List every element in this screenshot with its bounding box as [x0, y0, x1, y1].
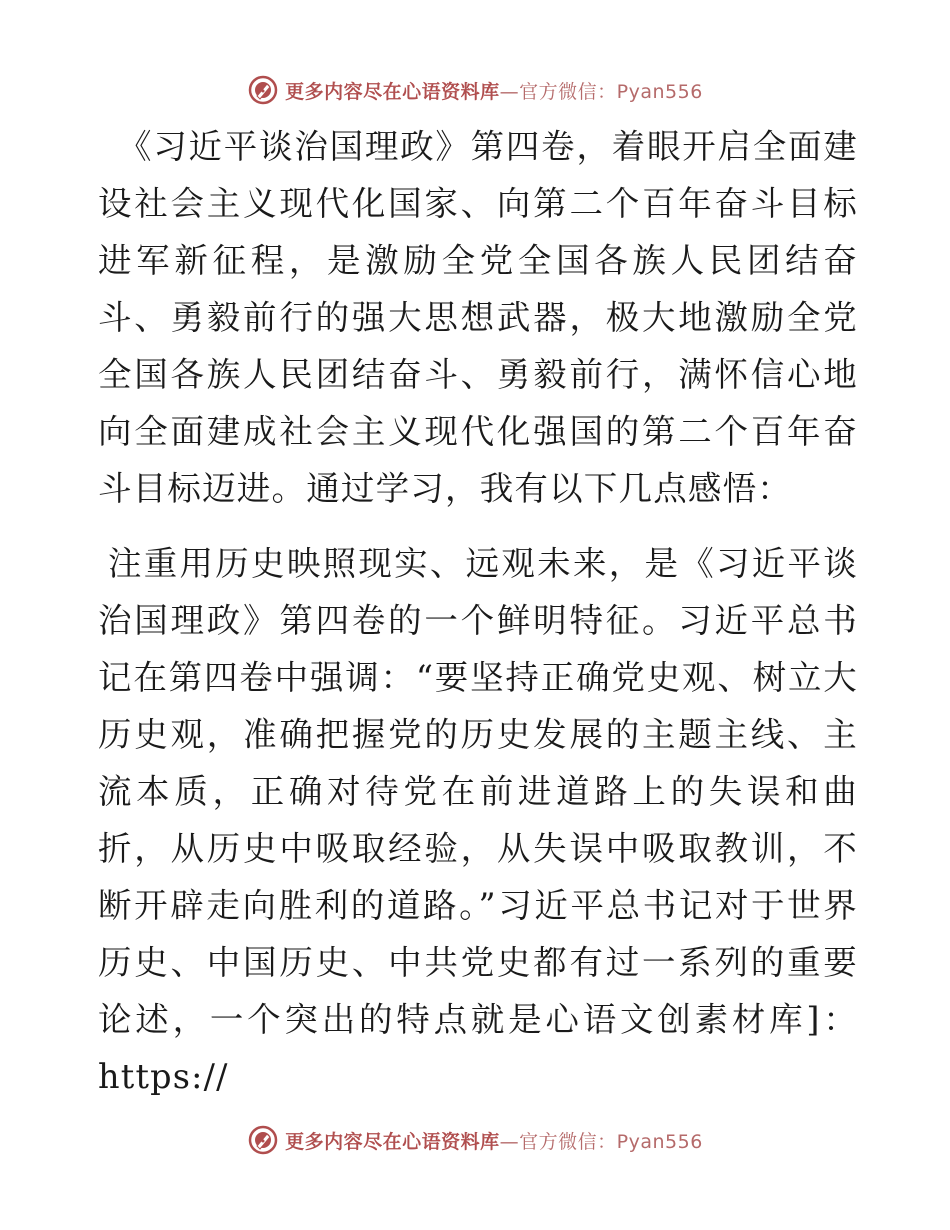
watermark-text — [285, 77, 703, 104]
document-body — [98, 118, 858, 1105]
header-watermark — [0, 70, 950, 110]
footer-watermark — [0, 1120, 950, 1160]
watermark-suffix-text: —官方微信：Pyan556 — [499, 1130, 703, 1153]
pen-nib-circle-icon — [247, 1124, 279, 1156]
paragraph-intro: 《习近平谈治国理政》第四卷，着眼开启全面建设社会主义现代化国家、向第二个百年奋斗目标进军新征程，是激励全党全国各族人民团结奋斗、勇毅前行的强大思想武器，极大地激励全党全国各族人民团结奋斗、勇毅前行，满怀信心地向全面建成社会主义现代化强国的第二个百年奋斗目标迈进。通过学习，我有以下几点感悟： — [98, 127, 858, 508]
pen-nib-circle-icon — [247, 74, 279, 106]
watermark-main-text: 更多内容尽在心语资料库 — [285, 80, 500, 103]
paragraph-history: 注重用历史映照现实、远观未来，是《习近平谈治国理政》第四卷的一个鲜明特征。习近平总书记在第四卷中强调：“要坚持正确党史观、树立大历史观，准确把握党的历史发展的主题主线、主流本质，正确对待党在前进道路上的失误和曲折，从历史中吸取经验，从失误中吸取教训，不断开辟走向胜利的道路。”习近平总书记对于世界历史、中国历史、中共党史都有过一系列的重要论述，一个突出的特点就是心语文创素材库]：https:// — [98, 544, 858, 1096]
watermark-text — [285, 1127, 703, 1154]
watermark-suffix-text: —官方微信：Pyan556 — [499, 80, 703, 103]
watermark-main-text: 更多内容尽在心语资料库 — [285, 1130, 500, 1153]
